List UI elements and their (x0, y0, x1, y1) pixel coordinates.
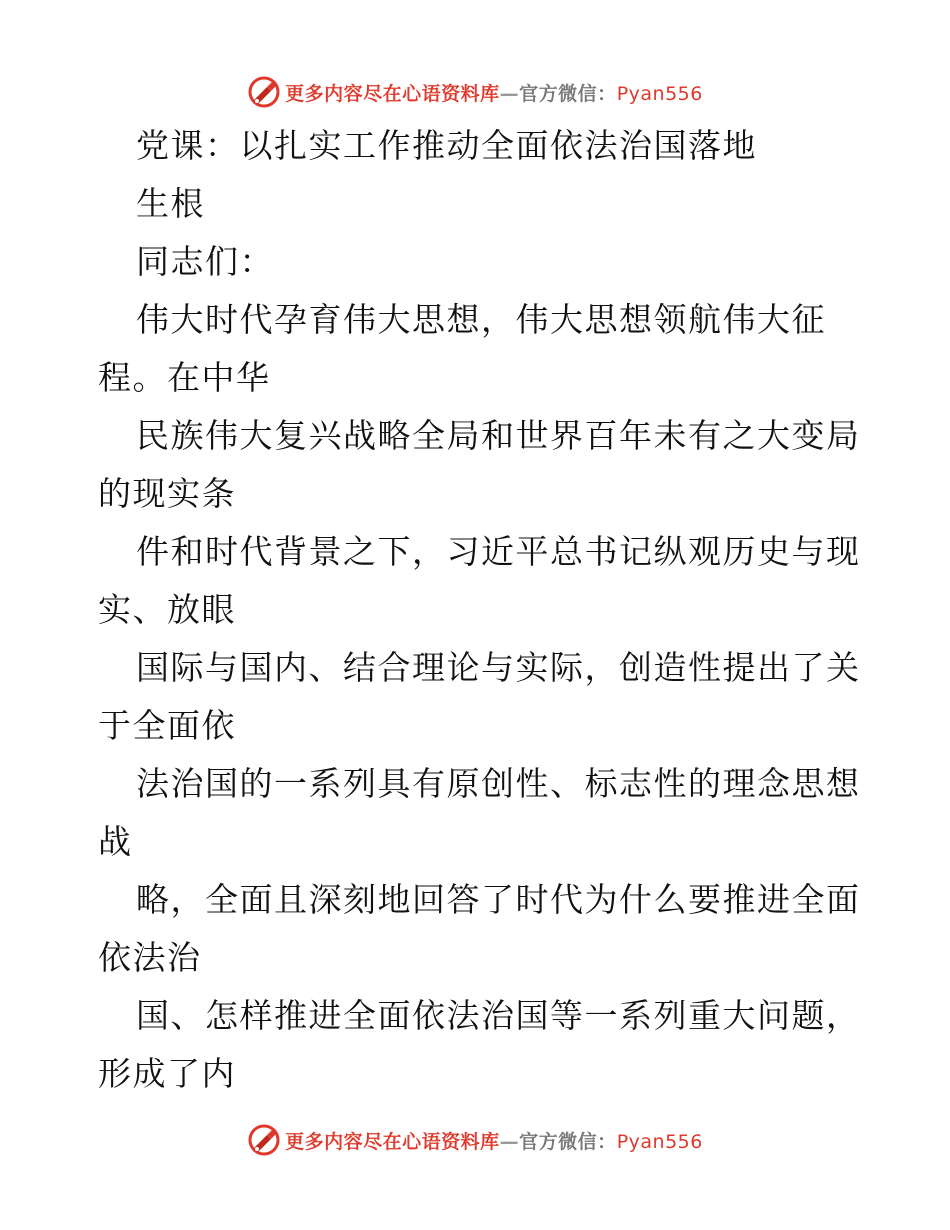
body-line: 国、怎样推进全面依法治国等一系列重大问题， (136, 996, 861, 1035)
greeting: 同志们： (136, 242, 274, 281)
document-title-line-2: 生根 (136, 184, 205, 223)
watermark-contact-id: Pyan556 (616, 1130, 703, 1153)
watermark-site-name: 更多内容尽在心语资料库 (285, 82, 500, 105)
document-title-line-1: 党课：以扎实工作推动全面依法治国落地 (136, 126, 757, 165)
footer-watermark (0, 1120, 950, 1160)
watermark-dash: — (499, 82, 520, 105)
body-line: 战 (98, 822, 133, 861)
body-line: 程。在中华 (98, 358, 271, 397)
watermark-dash: — (499, 1130, 520, 1153)
watermark-site-name: 更多内容尽在心语资料库 (285, 1130, 500, 1153)
pen-logo-icon (247, 1123, 281, 1157)
body-line: 依法治 (98, 938, 202, 977)
watermark-contact-label: 官方微信： (519, 82, 617, 105)
body-line: 略，全面且深刻地回答了时代为什么要推进全面 (136, 880, 861, 919)
body-line: 伟大时代孕育伟大思想，伟大思想领航伟大征 (136, 300, 826, 339)
body-line: 民族伟大复兴战略全局和世界百年未有之大变局 (136, 416, 861, 455)
body-line: 形成了内 (98, 1054, 236, 1093)
body-line: 实、放眼 (98, 590, 236, 629)
body-line: 于全面依 (98, 706, 236, 745)
watermark-text (285, 1127, 703, 1154)
watermark-contact-id: Pyan556 (616, 82, 703, 105)
body-line: 件和时代背景之下，习近平总书记纵观历史与现 (136, 532, 861, 571)
watermark-contact-label: 官方微信： (519, 1130, 617, 1153)
body-line: 法治国的一系列具有原创性、标志性的理念思想 (136, 764, 861, 803)
body-line: 的现实条 (98, 474, 236, 513)
body-line: 国际与国内、结合理论与实际，创造性提出了关 (136, 648, 861, 687)
